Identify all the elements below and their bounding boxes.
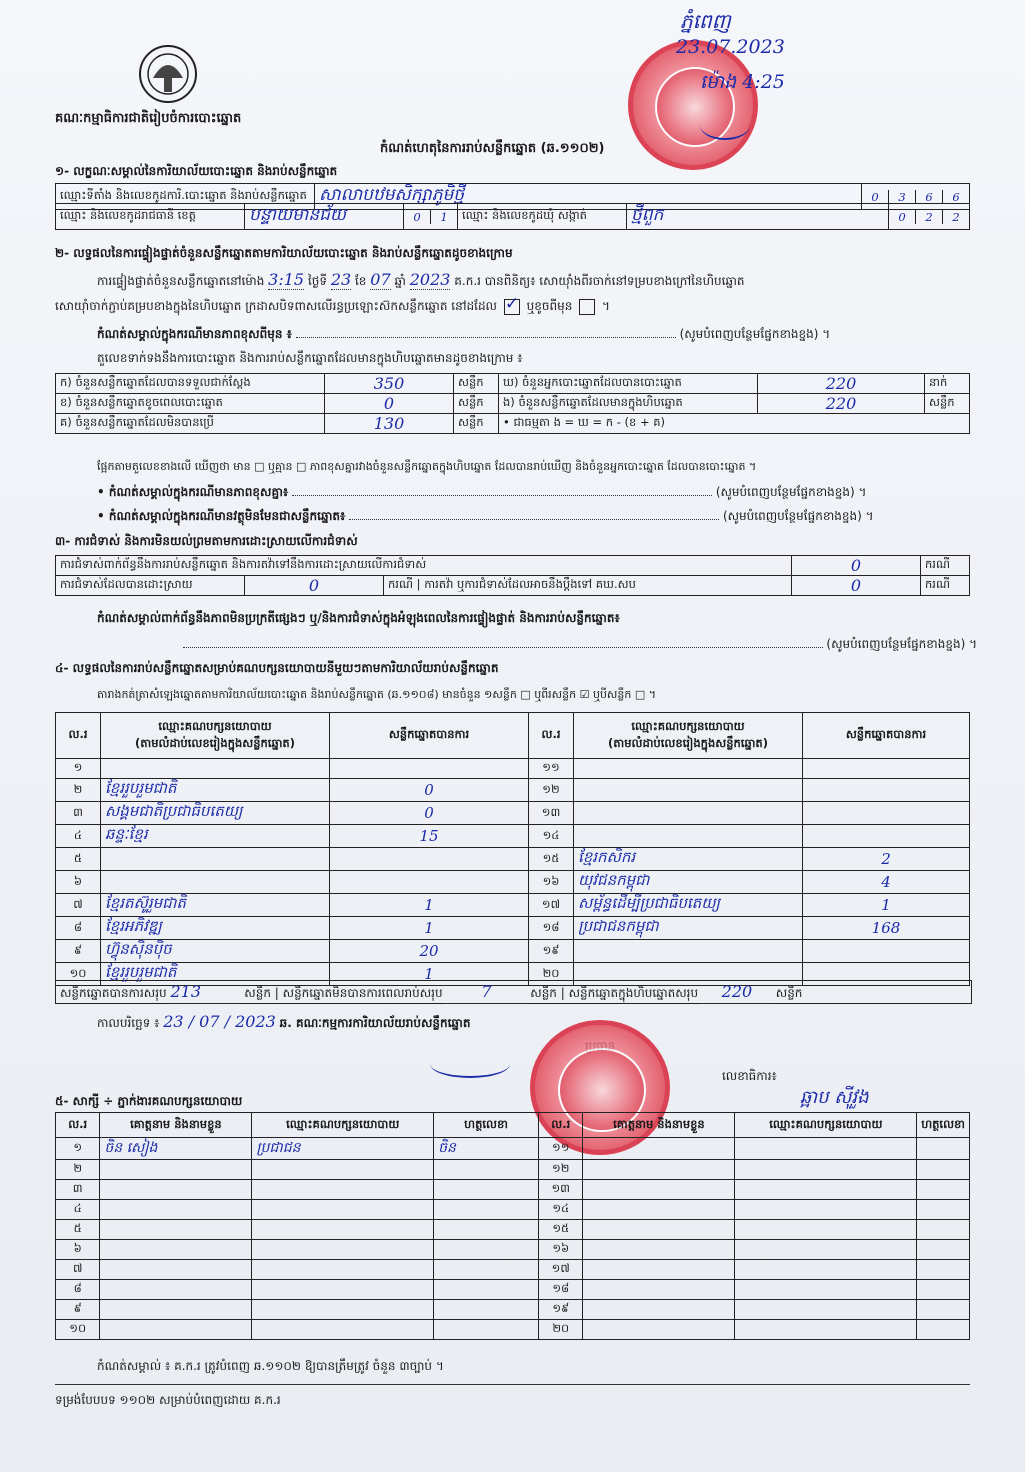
party-number: ១ bbox=[56, 759, 101, 779]
figure-row: ខ) ចំនួនសន្លឹកឆ្នោតខូចពេលបោះឆ្នោត 0 សន្លឹក ង) ចំនួនសន្លឹកឆ្នោតដែលមានក្នុងហិបឆ្នោត 220 សន្លឹក bbox=[56, 394, 970, 414]
province-value: បន្ទាយមានជ័យ bbox=[245, 204, 404, 230]
witness-party bbox=[252, 1160, 434, 1180]
commune-code: 0 2 2 bbox=[889, 204, 970, 230]
figure-row: ក) ចំនួនសន្លឹកឆ្នោតដែលបានទទួលជាក់ស្តែង 350 សន្លឹក ឃ) ចំនួនអ្នកបោះឆ្នោតដែលបានបោះឆ្នោត 220 នាក់ bbox=[56, 374, 970, 394]
witness-name bbox=[583, 1220, 735, 1240]
witness-name bbox=[100, 1260, 252, 1280]
party-number: ១៥ bbox=[529, 848, 574, 871]
party-name bbox=[574, 759, 803, 779]
party-votes: 1 bbox=[330, 917, 529, 940]
table-row bbox=[56, 1180, 970, 1200]
seal-damaged-checkbox[interactable] bbox=[579, 299, 595, 315]
witness-number: ១០ bbox=[56, 1320, 100, 1340]
province-label: ឈ្មោះ និងលេខកូដរាជធានី ខេត្ត bbox=[56, 204, 245, 230]
table-row bbox=[56, 1280, 970, 1300]
witness-signature bbox=[434, 1280, 539, 1300]
witness-signature: ចិន bbox=[434, 1138, 539, 1160]
witness-number: ១១ bbox=[539, 1138, 583, 1160]
objections-table: ការជំទាស់ពាក់ព័ន្ធនឹងការរាប់សន្លឹកឆ្នោត និងការតវ៉ាទៅនឹងការដោះស្រាយលើការជំទាស់ 0 ករណី ការជំទាស់ដែលបានដោះស្រាយ 0 ករណី | ការតវ៉ា ឬការជំទាស់ដែលអាចនឹងប្តឹងទៅ គឃ.សប 0 ករណី bbox=[55, 555, 970, 596]
party-number: ១៤ bbox=[529, 825, 574, 848]
witness-name bbox=[100, 1240, 252, 1260]
witness-name bbox=[583, 1280, 735, 1300]
witness-party bbox=[735, 1320, 917, 1340]
party-name bbox=[101, 848, 330, 871]
form-code-note: ទម្រង់បែបបទ ១១០២ សម្រាប់បំពេញដោយ គ.ក.រ bbox=[55, 1393, 281, 1407]
stamp-time: ម៉ោង 4:25 bbox=[700, 71, 785, 93]
party-votes bbox=[330, 848, 529, 871]
spoiled-ballots: 0 bbox=[325, 394, 454, 414]
party-number: ១២ bbox=[529, 779, 574, 802]
table-row bbox=[56, 848, 970, 871]
party-number: ២ bbox=[56, 779, 101, 802]
location-value: សាលាបឋមសិក្សាភូមិថ្មី bbox=[315, 184, 862, 210]
org-name: គណៈកម្មាធិការជាតិរៀបចំការបោះឆ្នោត bbox=[55, 111, 242, 126]
party-name bbox=[574, 779, 803, 802]
witness-signature bbox=[917, 1138, 970, 1160]
party-name: ខ្មែរកសិករ bbox=[574, 848, 803, 871]
party-name bbox=[574, 802, 803, 825]
witness-party bbox=[252, 1200, 434, 1220]
witness-party bbox=[735, 1138, 917, 1160]
witness-signature bbox=[917, 1240, 970, 1260]
location-code: 0 3 6 6 bbox=[862, 184, 970, 210]
party-votes bbox=[803, 940, 970, 963]
witness-number: ៥ bbox=[56, 1220, 100, 1240]
party-number: ១៨ bbox=[529, 917, 574, 940]
witness-party bbox=[735, 1300, 917, 1320]
section3-heading: ៣- ការជំទាស់ និងការមិនយល់ព្រមតាមការដោះស្រាយលើការជំទាស់ bbox=[55, 534, 358, 548]
witness-number: ៨ bbox=[56, 1280, 100, 1300]
witness-party bbox=[735, 1240, 917, 1260]
party-number: ៣ bbox=[56, 802, 101, 825]
formula: • ជាធម្មតា ង = ឃ = ក - (ខ + គ) bbox=[499, 414, 970, 434]
party-name: ខ្មែរអភិវឌ្ឍ bbox=[101, 917, 330, 940]
party-votes bbox=[803, 802, 970, 825]
party-votes: 1 bbox=[330, 963, 529, 986]
witness-signature bbox=[917, 1300, 970, 1320]
witness-party bbox=[252, 1320, 434, 1340]
verify-month: 07 bbox=[370, 270, 391, 289]
witness-number: ១៧ bbox=[539, 1260, 583, 1280]
witness-table: ល.រ គោត្តនាម និងនាមខ្លួន ឈ្មោះគណបក្សនយោបាយ ហត្ថលេខា ល.រ គោត្តនាម និងនាមខ្លួន ឈ្មោះគណបក្សនយោបាយ ហត្ថលេខា ១ ចិន សៀង ប្រជាជន ចិន ១១ ២ ១២ ៣ ១៣ ៤ ១៤ ៥ ១៥ ៦ ១៦ ៧ ១៧ ៨ ១៨ ៩ ១៩ ១០ ២០ bbox=[55, 1112, 970, 1340]
party-number: ១១ bbox=[529, 759, 574, 779]
comparison-line: ផ្អែកតាមតួលេខខាងលើ ឃើញថា មាន □ ឬគ្មាន □ ភាពខុសគ្នារវាងចំនួនសន្លឹកឆ្នោតក្នុងហិបឆ្នោត ដែលបានរាប់ឃើញ និងចំនួនអ្នកបោះឆ្នោត ដែលបានបោះឆ្នោត ។ bbox=[97, 460, 757, 473]
section1-table-2 bbox=[55, 203, 970, 230]
party-votes: 2 bbox=[803, 848, 970, 871]
witness-party bbox=[252, 1240, 434, 1260]
section1-heading: ១- លក្ខណៈសម្គាល់នៃការិយាល័យបោះឆ្នោត និងរាប់សន្លឹកឆ្នោត bbox=[55, 164, 338, 178]
secretary-label: លេខាធិការ៖ bbox=[722, 1069, 777, 1083]
witness-number: ១៩ bbox=[539, 1300, 583, 1320]
witness-party bbox=[735, 1260, 917, 1280]
party-name bbox=[101, 871, 330, 894]
party-votes: 15 bbox=[330, 825, 529, 848]
emblem-icon bbox=[133, 38, 203, 110]
totals-row: សន្លឹកឆ្នោតបានការសរុប 213 សន្លឹក | សន្លឹកឆ្នោតមិនបានការពេលរាប់សរុប 7 សន្លឹក | សន្លឹកឆ្នោតក្នុងហិបឆ្នោតសរុប 220 សន្លឹក bbox=[55, 980, 972, 1004]
party-name: ហ៊្វុនស៊ិនប៉ិច bbox=[101, 940, 330, 963]
party-name: សង្គមជាតិប្រជាធិបតេយ្យ bbox=[101, 802, 330, 825]
province-code: 0 1 bbox=[404, 204, 458, 230]
commune-value: ថ្មីពួក bbox=[627, 204, 889, 230]
ballot-figures-table bbox=[55, 373, 970, 434]
section2-heading: ២- លទ្ធផលនៃការផ្ទៀងផ្ទាត់ចំនួនសន្លឹកឆ្នោតតាមការិយាល័យបោះឆ្នោត និងរាប់សន្លឹកឆ្នោតដូចខាងក្រោម bbox=[55, 246, 513, 260]
table-row bbox=[56, 779, 970, 802]
witness-signature bbox=[917, 1320, 970, 1340]
party-name: សម្ព័ន្ធដើម្បីប្រជាធិបតេយ្យ bbox=[574, 894, 803, 917]
commune-label: ឈ្មោះ និងលេខកូដឃុំ សង្កាត់ bbox=[458, 204, 627, 230]
witness-signature bbox=[434, 1160, 539, 1180]
invalid-total: 7 bbox=[446, 981, 526, 1004]
party-number: ១៦ bbox=[529, 871, 574, 894]
party-number: ៩ bbox=[56, 940, 101, 963]
witness-name bbox=[583, 1240, 735, 1260]
figures-intro: តួលេខទាក់ទងនឹងការបោះឆ្នោត និងការរាប់សន្លឹកឆ្នោតដែលមានក្នុងហិបឆ្នោតមានដូចខាងក្រោម ៖ bbox=[97, 351, 523, 365]
witness-name bbox=[100, 1200, 252, 1220]
footer-divider bbox=[55, 1384, 970, 1385]
irregularity-tail: (សូមបំពេញបន្ថែមផ្នែកខាងខ្នង) ។ bbox=[97, 636, 977, 654]
witness-name bbox=[583, 1160, 735, 1180]
witness-number: ២០ bbox=[539, 1320, 583, 1340]
party-votes bbox=[330, 759, 529, 779]
witness-number: ១ bbox=[56, 1138, 100, 1160]
party-number: ៦ bbox=[56, 871, 101, 894]
witness-party bbox=[735, 1180, 917, 1200]
party-number: ៥ bbox=[56, 848, 101, 871]
witness-party bbox=[252, 1300, 434, 1320]
table-row bbox=[56, 1200, 970, 1220]
party-votes: 0 bbox=[330, 779, 529, 802]
witness-signature bbox=[917, 1180, 970, 1200]
secretary-signature: ឆ្អាប ស៊ីវួង bbox=[800, 1087, 869, 1108]
party-name bbox=[101, 759, 330, 779]
seal-status-line: សោយ៉ាំចាក់ភ្ជាប់គម្របខាងក្នុងនៃហិបឆ្នោត ក្រដាសបិទពាសលើរន្ធប្រឡោះស៊កសន្លឹកឆ្នោត នៅដដែល ✓ ឬខូចពីមុន ។ bbox=[55, 298, 975, 316]
table-row bbox=[56, 1240, 970, 1260]
witness-number: ៩ bbox=[56, 1300, 100, 1320]
witness-name bbox=[100, 1160, 252, 1180]
witness-number: ៧ bbox=[56, 1260, 100, 1280]
party-number: ១៩ bbox=[529, 940, 574, 963]
signature-mark bbox=[700, 110, 750, 140]
table-row bbox=[56, 802, 970, 825]
location-label: ឈ្មោះទីតាំង និងលេខកូដការិ.បោះឆ្នោត និងរាប់សន្លឹកឆ្នោត bbox=[56, 184, 315, 210]
party-votes: 1 bbox=[803, 894, 970, 917]
witness-signature bbox=[434, 1240, 539, 1260]
witness-party bbox=[252, 1220, 434, 1240]
party-votes: 4 bbox=[803, 871, 970, 894]
seal-intact-checkbox[interactable] bbox=[504, 299, 520, 315]
witness-party bbox=[252, 1260, 434, 1280]
irregularity-note: កំណត់សម្គាល់ពាក់ព័ន្ធនឹងភាពមិនប្រក្រតីផ្សេងៗ ឬ/និងការជំទាស់ក្នុងអំឡុងពេលនៃការផ្ទៀងផ្ទាត់ និងការរាប់សន្លឹកឆ្នោត៖ bbox=[97, 611, 620, 625]
party-votes: 0 bbox=[330, 802, 529, 825]
resolved-count: 0 bbox=[245, 576, 384, 596]
party-votes bbox=[803, 825, 970, 848]
witness-name bbox=[583, 1300, 735, 1320]
witness-name bbox=[583, 1138, 735, 1160]
box-total: 220 bbox=[702, 981, 772, 1004]
party-number: ៧ bbox=[56, 894, 101, 917]
stamp-code: ភ្នំពេញ bbox=[680, 9, 731, 33]
party-votes bbox=[330, 871, 529, 894]
party-number: ១៣ bbox=[529, 802, 574, 825]
witness-name bbox=[100, 1280, 252, 1300]
party-name: ខ្មែរតស៊ូរួមជាតិ bbox=[101, 894, 330, 917]
witness-number: ១៤ bbox=[539, 1200, 583, 1220]
official-stamp bbox=[628, 40, 758, 170]
table-row bbox=[56, 759, 970, 779]
footer-note: កំណត់សម្គាល់ ៖ គ.ក.រ ត្រូវបំពេញ ឆ.១១០២ ឱ្យបានត្រឹមត្រូវ ចំនួន ៣ច្បាប់ ។ bbox=[97, 1359, 444, 1373]
received-ballots: 350 bbox=[325, 374, 454, 394]
witness-name bbox=[100, 1320, 252, 1340]
objection-count: 0 bbox=[792, 556, 921, 576]
witness-number: ១៥ bbox=[539, 1220, 583, 1240]
witness-party bbox=[735, 1280, 917, 1300]
witness-number: ៣ bbox=[56, 1180, 100, 1200]
witness-party bbox=[252, 1280, 434, 1300]
witness-signature bbox=[434, 1220, 539, 1240]
party-name bbox=[574, 825, 803, 848]
table-row bbox=[56, 1300, 970, 1320]
witness-party bbox=[252, 1180, 434, 1200]
party-name: ប្រជាជនកម្ពុជា bbox=[574, 917, 803, 940]
party-votes bbox=[803, 759, 970, 779]
verify-day: 23 bbox=[330, 270, 352, 289]
valid-total: 213 bbox=[170, 981, 240, 1004]
ballots-in-box: 220 bbox=[758, 394, 925, 414]
section4-subtext: តារាងកត់ត្រាសំឡេងឆ្នោតតាមការិយាល័យបោះឆ្នោត និងរាប់សន្លឹកឆ្នោត (ឆ.១១០៨) មានចំនួន ១សន្លឹក □ ឬពីរសន្លឹក ☑ ឬបីសន្លឹក □ ។ bbox=[97, 688, 656, 701]
witness-number: ១៨ bbox=[539, 1280, 583, 1300]
voters-count: 220 bbox=[758, 374, 925, 394]
unused-ballots: 130 bbox=[325, 414, 454, 434]
witness-signature bbox=[434, 1200, 539, 1220]
witness-party: ប្រជាជន bbox=[252, 1138, 434, 1160]
witness-signature bbox=[434, 1320, 539, 1340]
witness-signature bbox=[917, 1200, 970, 1220]
verify-time: 3:15 bbox=[268, 270, 305, 289]
party-votes: 20 bbox=[330, 940, 529, 963]
witness-number: ៦ bbox=[56, 1240, 100, 1260]
witness-number: ១២ bbox=[539, 1160, 583, 1180]
witness-number: ១៦ bbox=[539, 1240, 583, 1260]
party-name: ខ្មែររួបរួមជាតិ bbox=[101, 963, 330, 986]
table-row bbox=[56, 894, 970, 917]
figure-row: គ) ចំនួនសន្លឹកឆ្នោតដែលមិនបានប្រើ 130 សន្លឹក • ជាធម្មតា ង = ឃ = ក - (ខ + គ) bbox=[56, 414, 970, 434]
table-row bbox=[56, 1160, 970, 1180]
party-number: ២០ bbox=[529, 963, 574, 986]
results-table: ល.រ ឈ្មោះគណបក្សនយោបាយ (តាមលំដាប់លេខរៀងក្នុងសន្លឹកឆ្នោត) សន្លឹកឆ្នោតបានការ ល.រ ឈ្មោះគណបក្សនយោបាយ (តាមលំដាប់លេខរៀងក្នុងសន្លឹកឆ្នោត) សន្លឹកឆ្នោតបានការ ១ ១១ ២ ខ្មែររួបរួមជាតិ 0 ១២ ៣ សង្គមជាតិប្រជាធិបតេយ្យ 0 ១៣ ៤ ឆន្ទៈខ្មែរ 15 ១៤ ៥ ១៥ ខ្មែរកសិករ 2 ៦ ១៦ យុវជនកម្ពុជា 4 ៧ ខ្មែរតស៊ូរួមជាតិ 1 ១៧ សម្ព័ន្ធដើម្បីប្រជាធិបតេយ្យ 1 ៨ ខ្មែរអភិវឌ្ឍ 1 ១៨ ប្រជាជនកម្ពុជា 168 ៩ ហ៊្វុនស៊ិនប៉ិច 20 ១៩ ១០ ខ្មែររួបរួមជាតិ 1 ២០ bbox=[55, 712, 970, 986]
table-row bbox=[56, 917, 970, 940]
witness-party bbox=[735, 1200, 917, 1220]
party-number: ៤ bbox=[56, 825, 101, 848]
section5-heading: ៥- សាក្សី ÷ ភ្នាក់ងារគណបក្សនយោបាយ bbox=[55, 1094, 243, 1108]
witness-number: ៤ bbox=[56, 1200, 100, 1220]
party-votes: 1 bbox=[330, 894, 529, 917]
chair-signature bbox=[430, 1050, 510, 1078]
table-row bbox=[56, 871, 970, 894]
witness-number: ១៣ bbox=[539, 1180, 583, 1200]
party-name: យុវជនកម្ពុជា bbox=[574, 871, 803, 894]
party-number: ១០ bbox=[56, 963, 101, 986]
witness-name bbox=[583, 1260, 735, 1280]
party-number: ១៧ bbox=[529, 894, 574, 917]
table-row bbox=[56, 1260, 970, 1280]
party-votes: 168 bbox=[803, 917, 970, 940]
table-row bbox=[56, 1138, 970, 1160]
witness-number: ២ bbox=[56, 1160, 100, 1180]
stamp-date: 23.07.2023 bbox=[676, 36, 785, 58]
witness-name bbox=[583, 1320, 735, 1340]
witness-signature bbox=[917, 1260, 970, 1280]
witness-signature bbox=[434, 1180, 539, 1200]
table-row bbox=[56, 1220, 970, 1240]
verify-year: 2023 bbox=[409, 270, 451, 289]
table-row bbox=[56, 825, 970, 848]
witness-signature bbox=[434, 1300, 539, 1320]
verification-line: ការផ្ទៀងផ្ទាត់ចំនួនសន្លឹកឆ្នោតនៅម៉ោង 3:15 ថ្ងៃទី 23 ខែ 07 ឆ្នាំ 2023 គ.ក.រ បានពិនិត្យ៖ សោយ៉ាំងពីរចាក់នៅទម្របខាងក្រៅនៃហិបឆ្នោត bbox=[97, 270, 745, 289]
section4-heading: ៤- លទ្ធផលនៃការរាប់សន្លឹកឆ្នោតសម្រាប់គណបក្សនយោបាយនីមួយៗតាមការិយាល័យរាប់សន្លឹកឆ្នោត bbox=[55, 661, 499, 675]
appeal-count: 0 bbox=[792, 576, 921, 596]
table-row bbox=[56, 940, 970, 963]
witness-name bbox=[100, 1220, 252, 1240]
witness-signature bbox=[434, 1260, 539, 1280]
difference-note: • កំណត់សម្គាល់ក្នុងករណីមានភាពខុសគ្នា៖ (សូមបំពេញបន្ថែមផ្នែកខាងខ្នង) ។ bbox=[97, 485, 867, 499]
witness-party bbox=[735, 1160, 917, 1180]
foreign-object-note: • កំណត់សម្គាល់ក្នុងករណីមានវត្ថុមិនមែនជាសន្លឹកឆ្នោត៖ (សូមបំពេញបន្ថែមផ្នែកខាងខ្នង) ។ bbox=[97, 509, 874, 523]
witness-signature bbox=[917, 1220, 970, 1240]
witness-signature bbox=[917, 1160, 970, 1180]
party-number: ៨ bbox=[56, 917, 101, 940]
party-name: ខ្មែររួបរួមជាតិ bbox=[101, 779, 330, 802]
witness-name bbox=[100, 1300, 252, 1320]
form-title: កំណត់ហេតុនៃការរាប់សន្លឹកឆ្នោត (ឆ.១១០២) bbox=[380, 141, 605, 156]
witness-name bbox=[583, 1200, 735, 1220]
witness-name bbox=[583, 1180, 735, 1200]
table-row bbox=[56, 1320, 970, 1340]
count-date: 23 / 07 / 2023 bbox=[163, 1012, 276, 1031]
witness-name bbox=[100, 1180, 252, 1200]
diff-note-line: កំណត់សម្គាល់ក្នុងករណីមានភាពខុសពីមុន ៖ (សូមបំពេញបន្ថែមផ្នែកខាងខ្នង) ។ bbox=[97, 327, 831, 341]
party-name: ឆន្ទៈខ្មែរ bbox=[101, 825, 330, 848]
party-votes bbox=[803, 779, 970, 802]
party-name bbox=[574, 940, 803, 963]
witness-party bbox=[735, 1220, 917, 1240]
date-line: កាលបរិច្ឆេទ ៖ 23 / 07 / 2023 ឆ. គណៈកម្មការការិយាល័យរាប់សន្លឹកឆ្នោត bbox=[97, 1012, 471, 1031]
witness-name: ចិន សៀង bbox=[100, 1138, 252, 1160]
witness-signature bbox=[917, 1280, 970, 1300]
